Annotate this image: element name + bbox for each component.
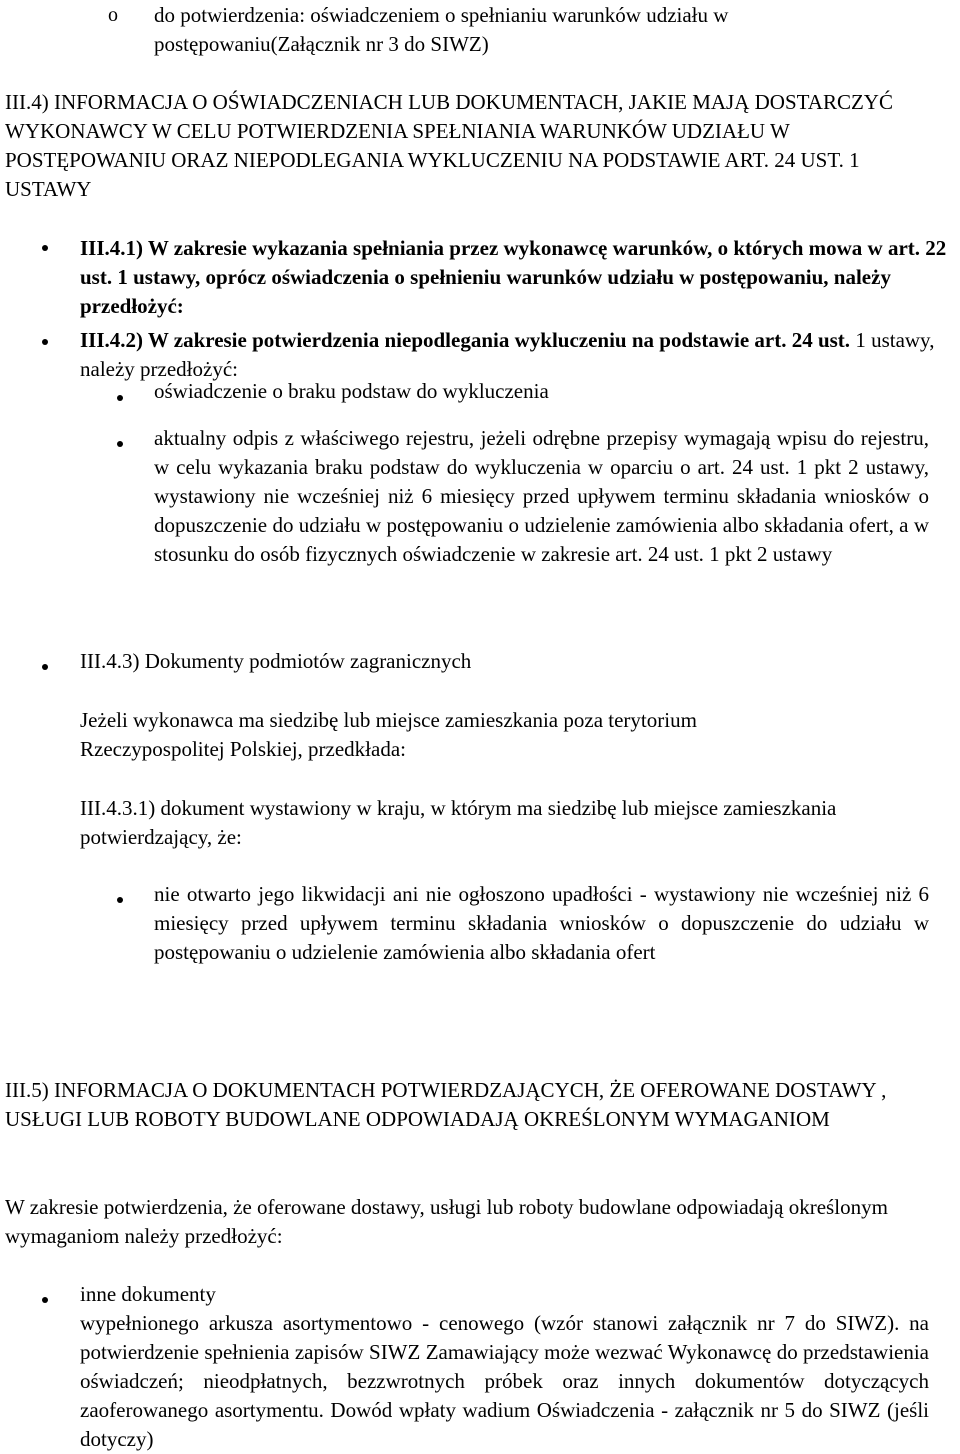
other-documents-item — [0, 1280, 960, 1454]
sub-item-no-liquidation — [0, 880, 960, 967]
item-iii-4-1 — [0, 234, 960, 321]
sub-item-text: aktualny odpis z właściwego rejestru, jeżeli odrębne przepisy wymagają wpisu do rejestru, w celu wykazania braku podstaw do wykluczenia w oparciu o art. 24 ust. 1 pkt 2 ustawy, wystawiony nie wcześniej niż 6 miesięcy przed upływem terminu składania wniosków o dopuszczenie do udziału w postępowaniu o udzielenie zamówienia albo składania ofert, a w stosunku do osób fizycznych oświadczenie w zakresie art. 24 ust. 1 pkt 2 ustawy — [154, 426, 929, 566]
item-iii-4-3-1 — [0, 794, 960, 852]
item-text: III.4.3) Dokumenty podmiotów zagranicznych — [80, 649, 472, 673]
section-heading-iii-5 — [0, 1076, 960, 1134]
item-text-bold: III.4.2) W zakresie potwierdzenia niepodlegania wykluczeniu na podstawie art. 24 ust. — [80, 328, 851, 352]
sub-item-text: nie otwarto jego likwidacji ani nie ogłoszono upadłości - wystawiony nie wcześniej niż 6 miesięcy przed upływem terminu składania wniosków o dopuszczenie do udziału w postępowaniu o udzielenie zamówienia albo składania ofert — [154, 882, 929, 964]
paragraph-text: Jeżeli wykonawca ma siedzibę lub miejsce zamieszkania poza terytorium Rzeczypospolitej Polskiej, przedkłada: — [80, 708, 697, 761]
sub-item-statement — [0, 1, 960, 59]
heading-text: III.5) INFORMACJA O DOKUMENTACH POTWIERDZAJĄCYCH, ŻE OFEROWANE DOSTAWY , USŁUGI LUB ROBOTY BUDOWLANE ODPOWIADAJĄ OKREŚLONYM WYMAGANIOM — [5, 1078, 887, 1131]
heading-text: III.4) INFORMACJA O OŚWIADCZENIACH LUB DOKUMENTACH, JAKIE MAJĄ DOSTARCZYĆ WYKONAWCY W CELU POTWIERDZENIA SPEŁNIANIA WARUNKÓW UDZIAŁU W POSTĘPOWANIU ORAZ NIEPODLEGANIA WYKLUCZENIU NA PODSTAWIE ART. 24 UST. 1 USTAWY — [5, 90, 893, 201]
item-text: III.4.3.1) dokument wystawiony w kraju, w którym ma siedzibę lub miejsce zamieszkania potwierdzający, że: — [80, 796, 837, 849]
sub-item-register-extract — [0, 424, 960, 569]
sub-item-text: do potwierdzenia: oświadczeniem o spełnianiu warunków udziału w postępowaniu(Załącznik nr 3 do SIWZ) — [154, 3, 729, 56]
sub-item-statement-exclusion — [0, 377, 960, 406]
item-iii-4-2 — [0, 326, 960, 384]
section-heading-iii-4 — [0, 88, 960, 204]
item-text: III.4.1) W zakresie wykazania spełniania przez wykonawcę warunków, o których mowa w art. 22 ust. 1 ustawy, oprócz oświadczenia o spełnieniu warunków udziału w postępowaniu, należy przedłożyć: — [80, 236, 947, 318]
paragraph-text: W zakresie potwierdzenia, że oferowane dostawy, usługi lub roboty budowlane odpowiadają określonym wymaganiom należy przedłożyć: — [5, 1195, 888, 1248]
list-marker-circle: o — [108, 4, 118, 26]
foreign-entity-paragraph — [0, 706, 960, 764]
section-iii-5-paragraph — [0, 1193, 960, 1251]
sub-item-text: oświadczenie o braku podstaw do wykluczenia — [154, 379, 549, 403]
item-title: inne dokumenty — [80, 1282, 216, 1306]
item-text: wypełnionego arkusza asortymentowo - cenowego (wzór stanowi załącznik nr 7 do SIWZ). na potwierdzenie spełnienia zapisów SIWZ Zamawiający może wezwać Wykonawcę do przedstawienia oświadczeń; nieodpłatnych, bezzwrotnych próbek oraz innych dokumentów dotyczących zaoferowanego asortymentu. Dowód wpłaty wadium Oświadczenia - załącznik nr 5 do SIWZ (jeśli dotyczy) — [80, 1311, 929, 1451]
item-text-regular: 1 ustawy, należy przedłożyć: — [80, 328, 935, 381]
item-iii-4-3 — [0, 647, 960, 676]
